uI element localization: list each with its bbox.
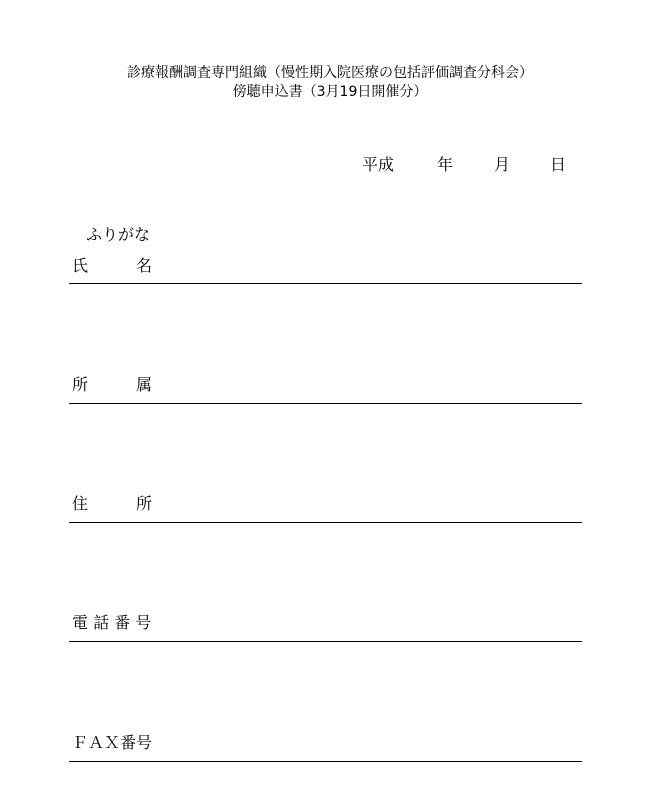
fax-field-line[interactable]	[69, 761, 582, 762]
date-month-label: 月	[494, 155, 511, 174]
name-field-line[interactable]	[69, 283, 582, 284]
affiliation-field-line[interactable]	[69, 403, 582, 404]
date-year-label: 年	[437, 155, 454, 174]
furigana-label: ふりがな	[86, 225, 151, 244]
fax-field-label: ＦＡＸ番号	[72, 733, 153, 752]
document-title-line-1: 診療報酬調査専門組織（慢性期入院医療の包括評価調査分科会）	[127, 65, 533, 81]
name-field-label: 氏 名	[72, 256, 153, 275]
address-field-label: 住 所	[72, 494, 153, 513]
phone-field-line[interactable]	[69, 641, 582, 642]
date-day-label: 日	[550, 155, 567, 174]
date-era-label: 平成	[362, 155, 395, 174]
phone-field-label: 電 話 番 号	[72, 613, 152, 632]
document-title-line-2: 傍聴申込書（3月19日開催分）	[232, 84, 428, 100]
affiliation-field-label: 所 属	[72, 375, 153, 394]
address-field-line[interactable]	[69, 522, 582, 523]
